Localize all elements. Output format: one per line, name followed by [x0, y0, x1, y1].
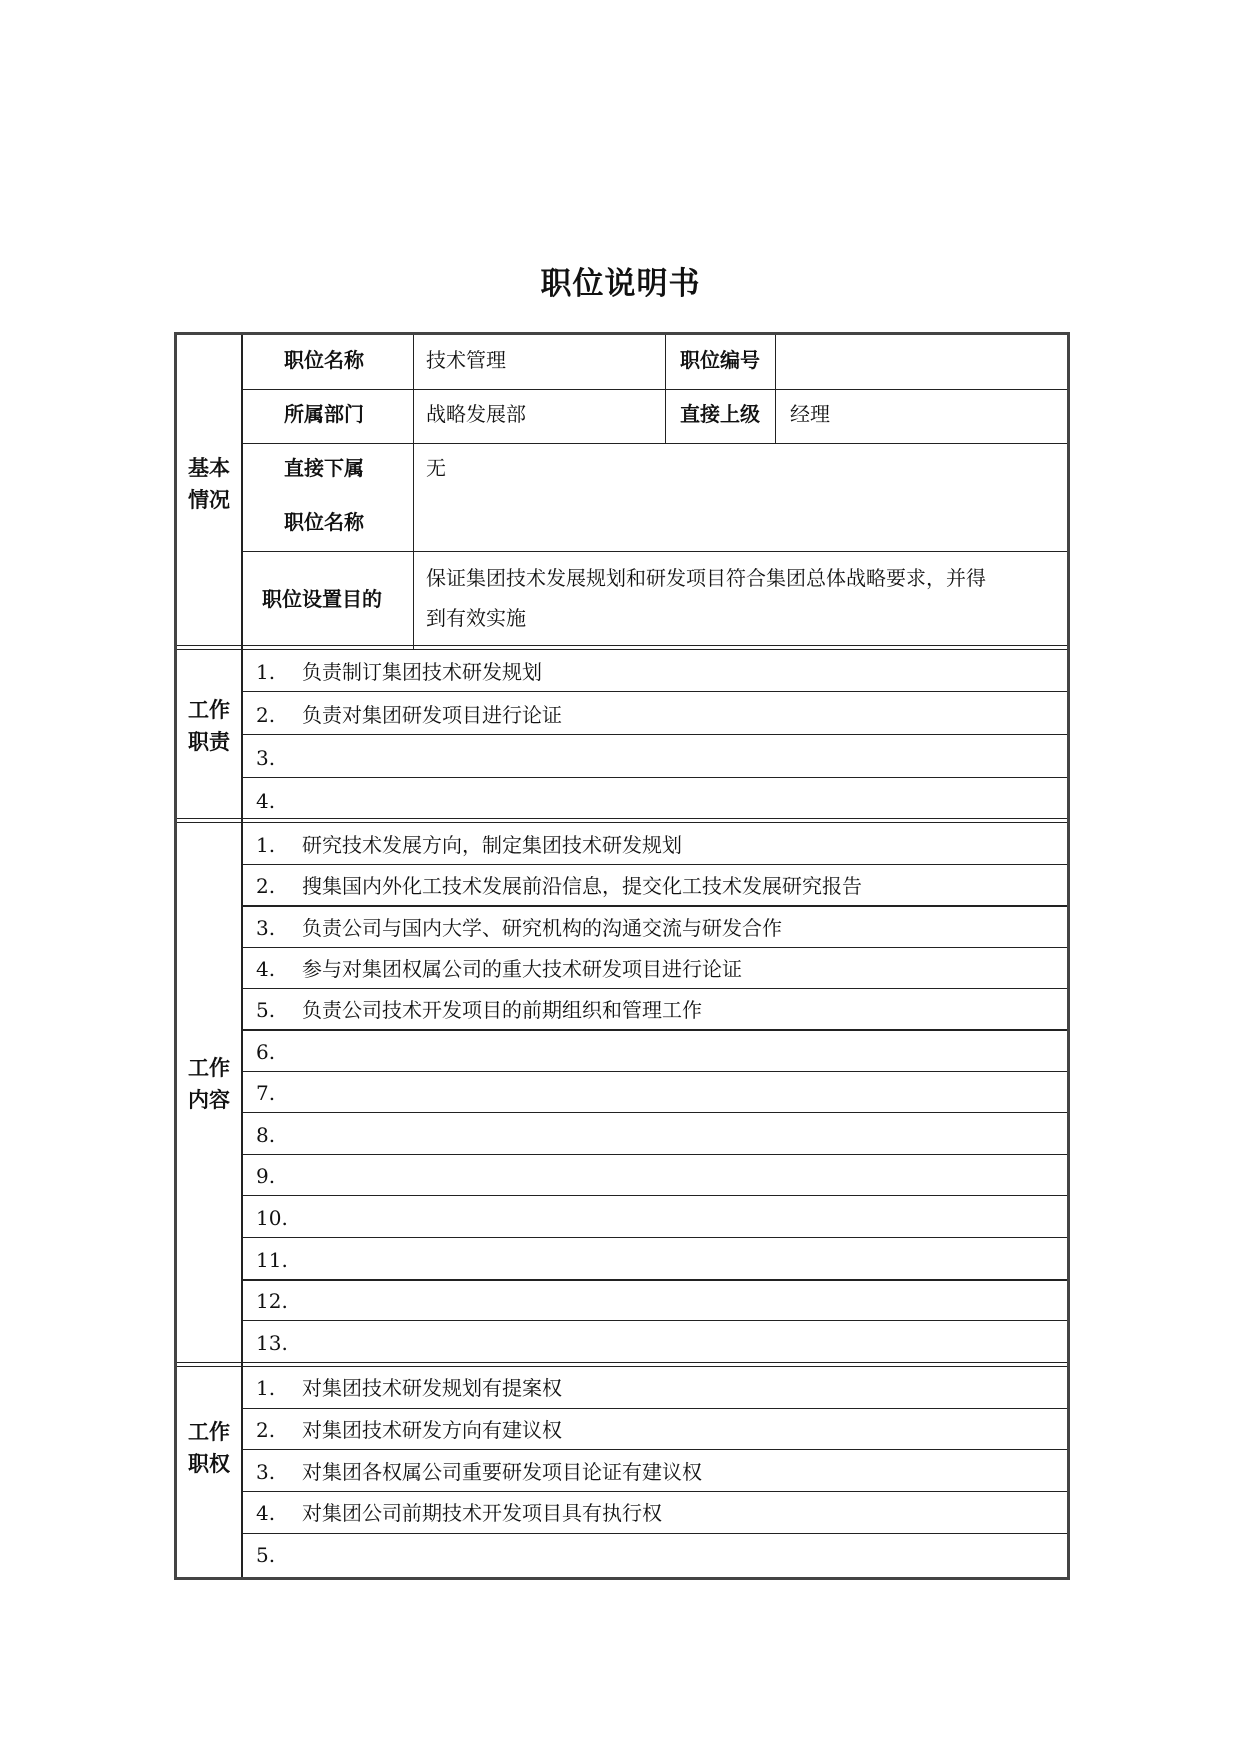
- purpose-label: 职位设置目的: [262, 587, 382, 611]
- section-label-duties: 工作 职责: [188, 698, 230, 754]
- subordinate-label-line2: 职位名称: [284, 510, 364, 534]
- section-label-authority: 工作 职权: [188, 1420, 230, 1476]
- section-separator: [177, 822, 1067, 823]
- authority-text: 对集团公司前期技术开发项目具有执行权: [302, 1501, 662, 1525]
- row-divider: [243, 734, 1067, 735]
- row-divider: [243, 864, 1067, 865]
- content-number: 8.: [256, 1123, 276, 1147]
- document-title: 职位说明书: [540, 266, 701, 302]
- divider: [243, 389, 1067, 390]
- purpose-value-line1: 保证集团技术发展规划和研发项目符合集团总体战略要求，并得: [426, 566, 986, 590]
- department-value: 战略发展部: [426, 402, 526, 426]
- authority-number: 2.: [256, 1418, 276, 1442]
- section-label-content: 工作 内容: [188, 1056, 230, 1112]
- duty-text: 负责对集团研发项目进行论证: [302, 703, 562, 727]
- row-divider: [243, 1237, 1067, 1238]
- superior-value: 经理: [790, 402, 830, 426]
- row-divider: [243, 1195, 1067, 1196]
- content-number: 10.: [256, 1206, 288, 1230]
- row-divider: [243, 1533, 1067, 1534]
- section-separator: [177, 649, 1067, 650]
- divider: [413, 335, 414, 649]
- position-code-label: 职位编号: [680, 348, 760, 372]
- row-divider: [243, 947, 1067, 948]
- authority-number: 3.: [256, 1460, 276, 1484]
- row-divider: [243, 691, 1067, 692]
- duty-number: 1.: [256, 660, 276, 684]
- section-separator: [177, 818, 1067, 819]
- authority-number: 5.: [256, 1543, 276, 1567]
- department-label: 所属部门: [284, 402, 364, 426]
- authority-text: 对集团各权属公司重要研发项目论证有建议权: [302, 1460, 702, 1484]
- authority-number: 1.: [256, 1376, 276, 1400]
- row-divider: [243, 988, 1067, 989]
- duty-text: 负责制订集团技术研发规划: [302, 660, 542, 684]
- duty-number: 3.: [256, 746, 276, 770]
- content-number: 4.: [256, 957, 276, 981]
- row-divider: [243, 1112, 1067, 1113]
- authority-text: 对集团技术研发方向有建议权: [302, 1418, 562, 1442]
- content-number: 9.: [256, 1164, 276, 1188]
- content-number: 2.: [256, 874, 276, 898]
- row-divider: [243, 1449, 1067, 1450]
- superior-label: 直接上级: [680, 402, 760, 426]
- content-number: 5.: [256, 998, 276, 1022]
- divider: [243, 443, 1067, 444]
- row-divider: [243, 1320, 1067, 1321]
- content-number: 7.: [256, 1081, 276, 1105]
- section-label-basic: 基本 情况: [188, 456, 230, 512]
- duty-number: 2.: [256, 703, 276, 727]
- authority-number: 4.: [256, 1501, 276, 1525]
- content-number: 3.: [256, 916, 276, 940]
- content-number: 11.: [256, 1248, 288, 1272]
- row-divider: [243, 1491, 1067, 1492]
- row-divider: [243, 1154, 1067, 1155]
- content-number: 13.: [256, 1331, 288, 1355]
- purpose-value-line2: 到有效实施: [426, 606, 526, 630]
- content-text: 研究技术发展方向，制定集团技术研发规划: [302, 833, 682, 857]
- divider: [241, 335, 243, 1577]
- content-text: 负责公司技术开发项目的前期组织和管理工作: [302, 998, 702, 1022]
- subordinate-label-line1: 直接下属: [284, 456, 364, 480]
- divider: [243, 551, 1067, 552]
- row-divider: [243, 1408, 1067, 1409]
- content-number: 6.: [256, 1040, 276, 1064]
- section-separator: [177, 1366, 1067, 1367]
- authority-text: 对集团技术研发规划有提案权: [302, 1376, 562, 1400]
- section-separator: [177, 1362, 1067, 1363]
- row-divider: [243, 905, 1067, 907]
- content-number: 12.: [256, 1289, 288, 1313]
- duty-number: 4.: [256, 789, 276, 813]
- content-number: 1.: [256, 833, 276, 857]
- position-name-label: 职位名称: [284, 348, 364, 372]
- row-divider: [243, 1071, 1067, 1072]
- content-text: 负责公司与国内大学、研究机构的沟通交流与研发合作: [302, 916, 782, 940]
- content-text: 搜集国内外化工技术发展前沿信息，提交化工技术发展研究报告: [302, 874, 862, 898]
- section-separator: [177, 645, 1067, 646]
- position-name-value: 技术管理: [426, 348, 506, 372]
- row-divider: [243, 777, 1067, 778]
- subordinate-value: 无: [426, 456, 446, 480]
- content-text: 参与对集团权属公司的重大技术研发项目进行论证: [302, 957, 742, 981]
- row-divider: [243, 1029, 1067, 1031]
- row-divider: [243, 1279, 1067, 1281]
